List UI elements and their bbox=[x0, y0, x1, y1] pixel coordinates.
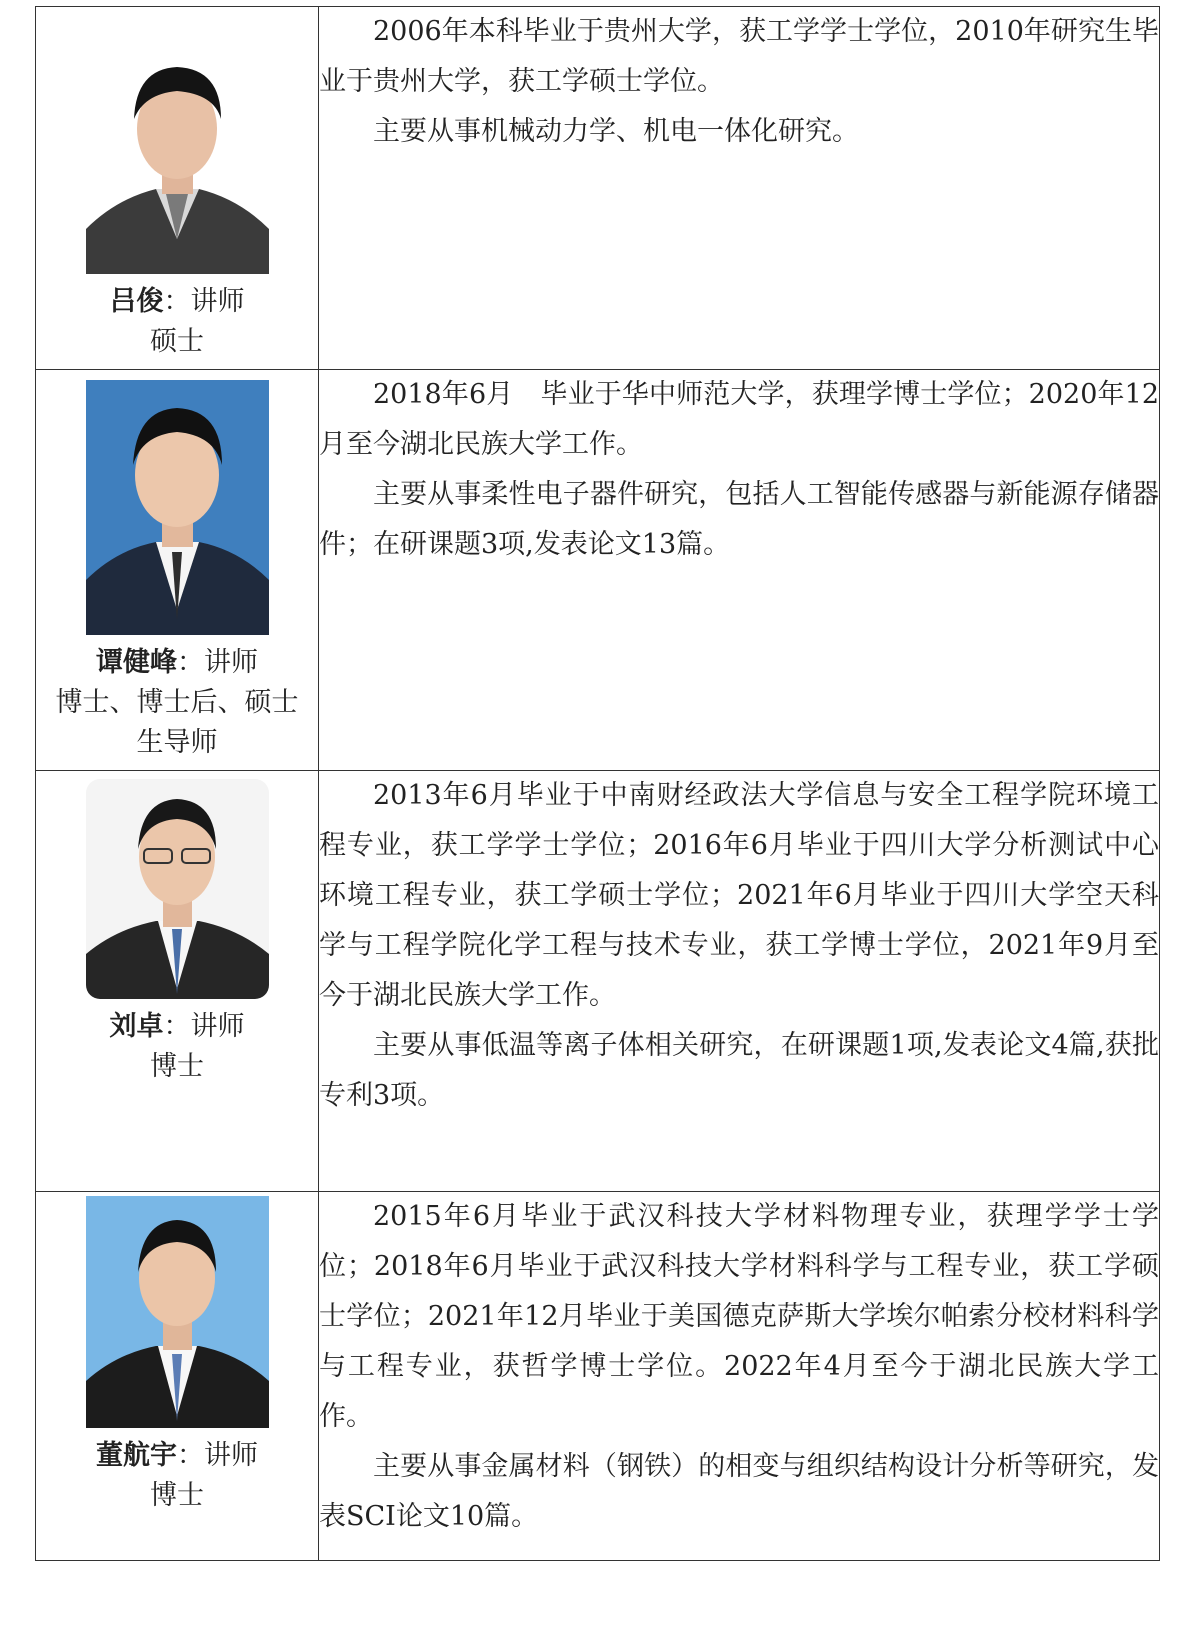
teacher-name: 刘卓 bbox=[109, 1011, 164, 1042]
profile-bio-cell bbox=[319, 370, 1160, 771]
profile-bio-cell bbox=[319, 1192, 1160, 1561]
profile-photo-cell bbox=[36, 7, 319, 370]
faculty-profile-table bbox=[35, 6, 1160, 1561]
profile-bio-cell bbox=[319, 771, 1160, 1192]
profile-row bbox=[36, 7, 1160, 370]
portrait-photo bbox=[86, 380, 269, 635]
profile-bio-cell bbox=[319, 7, 1160, 370]
bio-paragraph: 2015年6月毕业于武汉科技大学材料物理专业，获理学学士学位；2018年6月毕业于武汉科技大学材料科学与工程专业，获工学硕士学位；2021年12月毕业于美国德克萨斯大学埃尔帕索分校材料科学与工程专业，获哲学博士学位。2022年4月至今于湖北民族大学工作。 bbox=[319, 1201, 1159, 1432]
profile-photo-cell bbox=[36, 1192, 319, 1561]
teacher-degree: 博士 bbox=[150, 1051, 204, 1082]
profile-photo-cell bbox=[36, 370, 319, 771]
teacher-degree: 博士 bbox=[150, 1480, 204, 1511]
teacher-name: 谭健峰 bbox=[96, 647, 177, 678]
teacher-title: ：讲师 bbox=[177, 647, 258, 678]
teacher-name-line bbox=[36, 282, 318, 322]
teacher-title: ：讲师 bbox=[163, 286, 245, 317]
teacher-title: ：讲师 bbox=[177, 1440, 258, 1471]
portrait-photo bbox=[86, 39, 269, 274]
portrait-photo bbox=[86, 1196, 269, 1428]
teacher-name-line bbox=[36, 1436, 318, 1476]
teacher-degree: 博士、博士后、硕士生导师 bbox=[55, 687, 299, 758]
teacher-name: 董航宇 bbox=[96, 1440, 177, 1471]
bio-paragraph: 2006年本科毕业于贵州大学，获工学学士学位，2010年研究生毕业于贵州大学，获工学硕士学位。 bbox=[319, 16, 1159, 97]
bio-paragraph: 主要从事金属材料（钢铁）的相变与组织结构设计分析等研究，发表SCI论文10篇。 bbox=[319, 1451, 1159, 1532]
teacher-name: 吕俊 bbox=[109, 286, 164, 317]
bio-paragraph: 主要从事机械动力学、机电一体化研究。 bbox=[373, 116, 859, 147]
portrait-photo bbox=[86, 779, 269, 999]
teacher-name-line bbox=[36, 643, 318, 683]
teacher-degree: 硕士 bbox=[150, 326, 204, 357]
bio-paragraph: 主要从事低温等离子体相关研究，在研课题1项,发表论文4篇,获批专利3项。 bbox=[319, 1030, 1159, 1111]
profile-row bbox=[36, 1192, 1160, 1561]
profile-photo-cell bbox=[36, 771, 319, 1192]
profile-row bbox=[36, 370, 1160, 771]
bio-paragraph: 2018年6月 毕业于华中师范大学，获理学博士学位；2020年12月至今湖北民族大学工作。 bbox=[319, 379, 1159, 460]
teacher-name-line bbox=[36, 1007, 318, 1047]
profile-row bbox=[36, 771, 1160, 1192]
bio-paragraph: 2013年6月毕业于中南财经政法大学信息与安全工程学院环境工程专业，获工学学士学位；2016年6月毕业于四川大学分析测试中心环境工程专业，获工学硕士学位；2021年6月毕业于四川大学空天科学与工程学院化学工程与技术专业，获工学博士学位，2021年9月至今于湖北民族大学工作。 bbox=[319, 780, 1159, 1011]
teacher-title: ：讲师 bbox=[163, 1011, 245, 1042]
bio-paragraph: 主要从事柔性电子器件研究，包括人工智能传感器与新能源存储器件；在研课题3项,发表论文13篇。 bbox=[319, 479, 1159, 560]
